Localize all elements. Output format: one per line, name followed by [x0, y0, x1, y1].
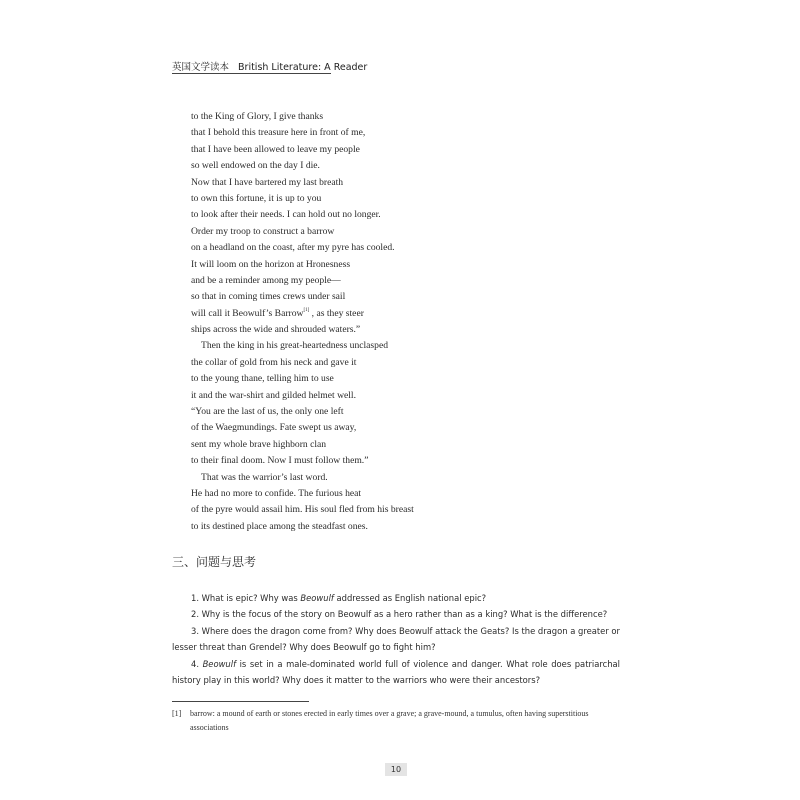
- question-item: 3. Where does the dragon come from? Why does Beowulf attack the Geats? Is the dragon a greater or lesser threat than Grendel? Why does Beowulf go to fight him?: [172, 625, 620, 653]
- poem-excerpt: [191, 109, 414, 535]
- poem-line: “You are the last of us, the only one left: [191, 406, 344, 418]
- footnote-rule: [172, 701, 309, 702]
- question-item: 4. Beowulf is set in a male-dominated world full of violence and danger. What role does patriarchal history play in this world? Why does it matter to the warriors who were their ancestors?: [172, 658, 621, 686]
- question-item: 2. Why is the focus of the story on Beowulf as a hero rather than as a king? What is the difference?: [191, 609, 608, 620]
- poem-line: of the pyre would assail him. His soul fled from his breast: [191, 504, 414, 516]
- page-number: 10: [385, 763, 407, 776]
- poem-line-with-footnote: [191, 306, 414, 322]
- poem-line: to own this fortune, it is up to you: [191, 192, 322, 204]
- footnote-reference[interactable]: [1]: [303, 307, 310, 313]
- work-title: Beowulf: [300, 593, 334, 603]
- poem-line: Order my troop to construct a barrow: [191, 225, 335, 237]
- header-chinese-title: 英国文学读本: [172, 62, 230, 73]
- poem-line: to the young thane, telling him to use: [191, 373, 334, 385]
- poem-line: sent my whole brave highborn clan: [191, 438, 327, 450]
- poem-line: Now that I have bartered my last breath: [191, 176, 344, 188]
- section-title: 三、问题与思考: [172, 555, 257, 569]
- poem-line: it and the war-shirt and gilded helmet well.: [191, 389, 356, 401]
- footnote: [172, 707, 622, 735]
- poem-line: of the Waegmundings. Fate swept us away,: [191, 422, 357, 434]
- footnote-mark: [1]: [172, 709, 182, 718]
- poem-line: It will loom on the horizon at Hronesness: [191, 258, 351, 270]
- poem-line: Then the king in his great-heartedness unclasped: [201, 340, 389, 352]
- header-english-title: British Literature: A Reader: [238, 62, 368, 73]
- footnote-text: barrow: a mound of earth or stones erected in early times over a grave; a grave-mound, a tumulus, often having superstitious associations: [190, 709, 589, 732]
- poem-line: on a headland on the coast, after my pyre has cooled.: [191, 242, 395, 254]
- poem-line: so well endowed on the day I die.: [191, 160, 320, 172]
- poem-line-text: will call it Beowulf’s Barrow: [191, 307, 304, 319]
- poem-line: the collar of gold from his neck and gave it: [191, 356, 357, 368]
- poem-line: He had no more to confide. The furious heat: [191, 487, 362, 499]
- running-header: [172, 59, 367, 73]
- poem-line: to the King of Glory, I give thanks: [191, 111, 324, 122]
- poem-line: ships across the wide and shrouded waters.”: [191, 324, 361, 336]
- poem-line: to their final doom. Now I must follow them.”: [191, 455, 369, 467]
- poem-line-text: , as they steer: [309, 307, 364, 319]
- question-item: 1. What is epic? Why was Beowulf addressed as English national epic?: [191, 593, 487, 603]
- poem-line: that I behold this treasure here in front of me,: [191, 127, 366, 139]
- poem-line: That was the warrior’s last word.: [201, 471, 328, 483]
- work-title: Beowulf: [202, 658, 237, 669]
- poem-line: that I have been allowed to leave my people: [191, 143, 360, 155]
- poem-line: so that in coming times crews under sail: [191, 291, 346, 303]
- poem-line: to its destined place among the steadfast ones.: [191, 520, 368, 532]
- poem-line: to look after their needs. I can hold out no longer.: [191, 209, 381, 221]
- discussion-questions: [172, 590, 620, 688]
- poem-line: and be a reminder among my people—: [191, 274, 341, 286]
- header-rule: [172, 73, 331, 74]
